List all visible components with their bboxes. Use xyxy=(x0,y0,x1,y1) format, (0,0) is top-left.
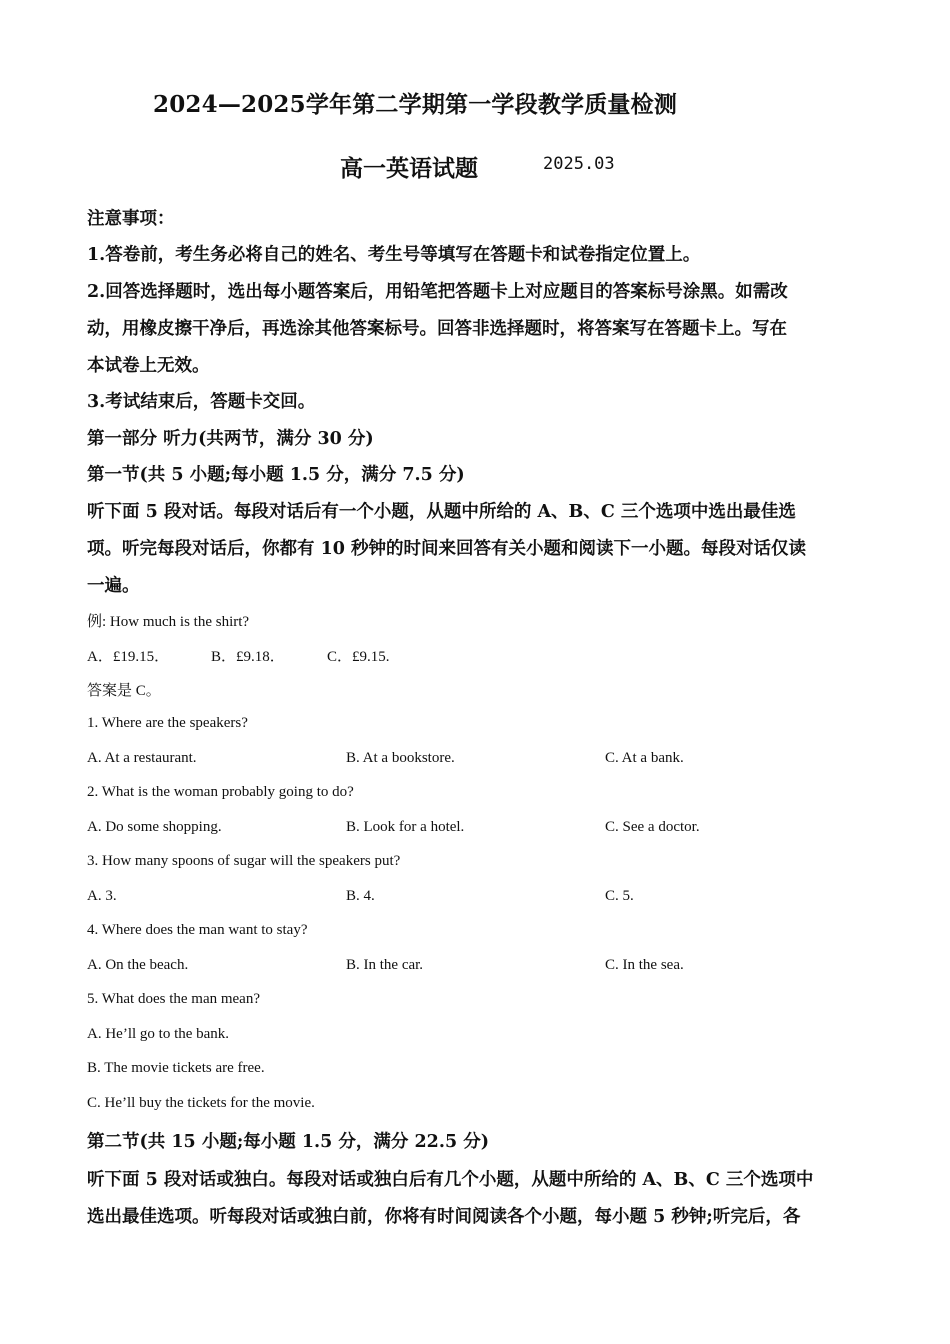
section2-instructions-line-1: 听下面 5 段对话或独白。每段对话或独白后有几个小题，从题中所给的 A、B、C 三个选项中 xyxy=(87,1170,814,1190)
question-5: 5. What does the man mean? xyxy=(87,991,260,1007)
note-1: 1.答卷前，考生务必将自己的姓名、考生号等填写在答题卡和试卷指定位置上。 xyxy=(87,245,701,265)
question-5-option-c: C. He’ll buy the tickets for the movie. xyxy=(87,1095,315,1111)
question-4: 4. Where does the man want to stay? xyxy=(87,922,308,938)
question-5-option-a: A. He’ll go to the bank. xyxy=(87,1026,230,1042)
example-question: 例: How much is the shirt? xyxy=(87,614,250,630)
note-2-line-2: 动，用橡皮擦干净后，再选涂其他答案标号。回答非选择题时，将答案写在答题卡上。写在 xyxy=(87,319,787,339)
exam-title: 2024—2025学年第二学期第一学段教学质量检测 xyxy=(153,91,678,118)
question-3-option-b: B. 4. xyxy=(346,888,375,904)
example-option-c: C．£9.15. xyxy=(327,649,390,665)
exam-subtitle: 高一英语试题 xyxy=(340,155,478,182)
question-2-option-b: B. Look for a hotel. xyxy=(346,819,465,835)
section2-heading: 第二节(共 15 小题;每小题 1.5 分，满分 22.5 分) xyxy=(87,1132,489,1152)
question-3-option-a: A. 3. xyxy=(87,888,117,904)
section2-instructions-line-2: 选出最佳选项。听每段对话或独白前，你将有时间阅读各个小题，每小题 5 秒钟;听完后，各 xyxy=(87,1207,801,1227)
question-1-option-b: B. At a bookstore. xyxy=(346,750,455,766)
question-1-option-a: A. At a restaurant. xyxy=(87,750,197,766)
question-2-option-a: A. Do some shopping. xyxy=(87,819,222,835)
question-5-option-b: B. The movie tickets are free. xyxy=(87,1060,265,1076)
question-1: 1. Where are the speakers? xyxy=(87,715,248,731)
part1-heading: 第一部分 听力(共两节，满分 30 分) xyxy=(87,429,374,449)
example-answer: 答案是 C。 xyxy=(87,683,161,699)
question-2: 2. What is the woman probably going to do? xyxy=(87,784,354,800)
section1-instructions-line-2: 项。听完每段对话后，你都有 10 秒钟的时间来回答有关小题和阅读下一小题。每段对话仅读 xyxy=(87,539,807,559)
exam-date: 2025.03 xyxy=(543,154,615,174)
notes-heading: 注意事项： xyxy=(87,209,175,229)
example-option-a: A．£19.15． xyxy=(87,649,170,665)
question-1-option-c: C. At a bank. xyxy=(605,750,684,766)
example-option-b: B．£9.18． xyxy=(211,649,285,665)
note-2-line-1: 2.回答选择题时，选出每小题答案后，用铅笔把答题卡上对应题目的答案标号涂黑。如需改 xyxy=(87,282,788,302)
question-2-option-c: C. See a doctor. xyxy=(605,819,700,835)
question-4-option-c: C. In the sea. xyxy=(605,957,684,973)
note-2-line-3: 本试卷上无效。 xyxy=(87,356,210,376)
note-3: 3.考试结束后，答题卡交回。 xyxy=(87,392,316,412)
section1-instructions-line-3: 一遍。 xyxy=(87,576,140,596)
question-3: 3. How many spoons of sugar will the speakers put? xyxy=(87,853,401,869)
question-4-option-b: B. In the car. xyxy=(346,957,424,973)
question-3-option-c: C. 5. xyxy=(605,888,634,904)
section1-instructions-line-1: 听下面 5 段对话。每段对话后有一个小题，从题中所给的 A、B、C 三个选项中选出最佳选 xyxy=(87,502,796,522)
section1-heading: 第一节(共 5 小题;每小题 1.5 分，满分 7.5 分) xyxy=(87,465,465,485)
question-4-option-a: A. On the beach. xyxy=(87,957,189,973)
